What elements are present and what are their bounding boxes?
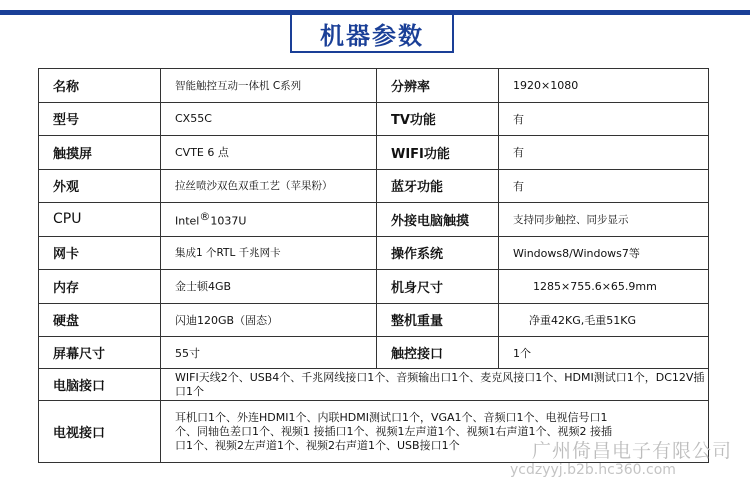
spec-key: 型号 bbox=[39, 102, 161, 136]
section-title: 机器参数 bbox=[320, 21, 424, 50]
spec-table bbox=[38, 68, 709, 463]
watermark-company: 广州倚昌电子有限公司 bbox=[532, 440, 733, 462]
spec-row-model bbox=[39, 102, 709, 136]
spec-key: 屏幕尺寸 bbox=[39, 337, 161, 369]
cpu-brand: Intel bbox=[175, 215, 200, 229]
spec-value: 1920×1080 bbox=[499, 69, 709, 103]
spec-value: 集成1 个RTL 千兆网卡 bbox=[161, 236, 377, 270]
spec-row-cpu bbox=[39, 203, 709, 237]
spec-value: 有 bbox=[499, 169, 709, 203]
spec-key: WIFI功能 bbox=[377, 136, 499, 170]
spec-value bbox=[161, 203, 377, 237]
spec-value: WIFI天线2个、USB4个、千兆网线接口1个、音频输出口1个、麦克风接口1个、HDMI测试口1个，DC12V插口1个 bbox=[161, 369, 709, 401]
spec-value: 智能触控互动一体机 C系列 bbox=[161, 69, 377, 103]
spec-row-name bbox=[39, 69, 709, 103]
spec-value: CVTE 6 点 bbox=[161, 136, 377, 170]
spec-value: 1个 bbox=[499, 337, 709, 369]
registered-mark: ® bbox=[199, 210, 211, 224]
spec-row-pc-ports bbox=[39, 369, 709, 401]
spec-value: 支持同步触控、同步显示 bbox=[499, 203, 709, 237]
spec-key: 内存 bbox=[39, 270, 161, 304]
spec-key: CPU bbox=[39, 203, 161, 237]
spec-key: 电脑接口 bbox=[39, 369, 161, 401]
spec-key: TV功能 bbox=[377, 102, 499, 136]
spec-row-nic bbox=[39, 236, 709, 270]
spec-key: 外观 bbox=[39, 169, 161, 203]
spec-row-disk bbox=[39, 303, 709, 337]
spec-value: 耳机口1个、外连HDMI1个、内联HDMI测试口1个，VGA1个、音频口1个、电视信号口1个、同轴色差口1个、视频1 接插口1个、视频1左声道1个、视频1右声道1个、视频2 接插口1个、视频2左声道1个、视频2右声道1个、USB接口1个 bbox=[161, 401, 709, 463]
spec-value: 55寸 bbox=[161, 337, 377, 369]
spec-key: 网卡 bbox=[39, 236, 161, 270]
spec-value: Windows8/Windows7等 bbox=[499, 236, 709, 270]
spec-key: 触摸屏 bbox=[39, 136, 161, 170]
spec-row-memory bbox=[39, 270, 709, 304]
spec-key: 触控接口 bbox=[377, 337, 499, 369]
spec-row-touch bbox=[39, 136, 709, 170]
spec-value: 拉丝喷沙双色双重工艺（苹果粉） bbox=[161, 169, 377, 203]
spec-key: 电视接口 bbox=[39, 401, 161, 463]
spec-key: 操作系统 bbox=[377, 236, 499, 270]
cpu-model: 1037U bbox=[210, 215, 247, 229]
spec-value: 有 bbox=[499, 102, 709, 136]
spec-row-appearance bbox=[39, 169, 709, 203]
spec-key: 硬盘 bbox=[39, 303, 161, 337]
spec-key: 外接电脑触摸 bbox=[377, 203, 499, 237]
spec-key: 分辨率 bbox=[377, 69, 499, 103]
watermark-url: ycdzyyj.b2b.hc360.com bbox=[510, 462, 676, 478]
spec-value: 金士顿4GB bbox=[161, 270, 377, 304]
spec-key: 整机重量 bbox=[377, 303, 499, 337]
spec-row-screen bbox=[39, 337, 709, 369]
spec-value: 有 bbox=[499, 136, 709, 170]
spec-value: CX55C bbox=[161, 102, 377, 136]
spec-value: 净重42KG,毛重51KG bbox=[499, 303, 709, 337]
spec-value: 闪迪120GB（固态） bbox=[161, 303, 377, 337]
spec-key: 蓝牙功能 bbox=[377, 169, 499, 203]
spec-key: 名称 bbox=[39, 69, 161, 103]
section-title-box bbox=[290, 13, 454, 53]
spec-key: 机身尺寸 bbox=[377, 270, 499, 304]
spec-value: 1285×755.6×65.9mm bbox=[499, 270, 709, 304]
